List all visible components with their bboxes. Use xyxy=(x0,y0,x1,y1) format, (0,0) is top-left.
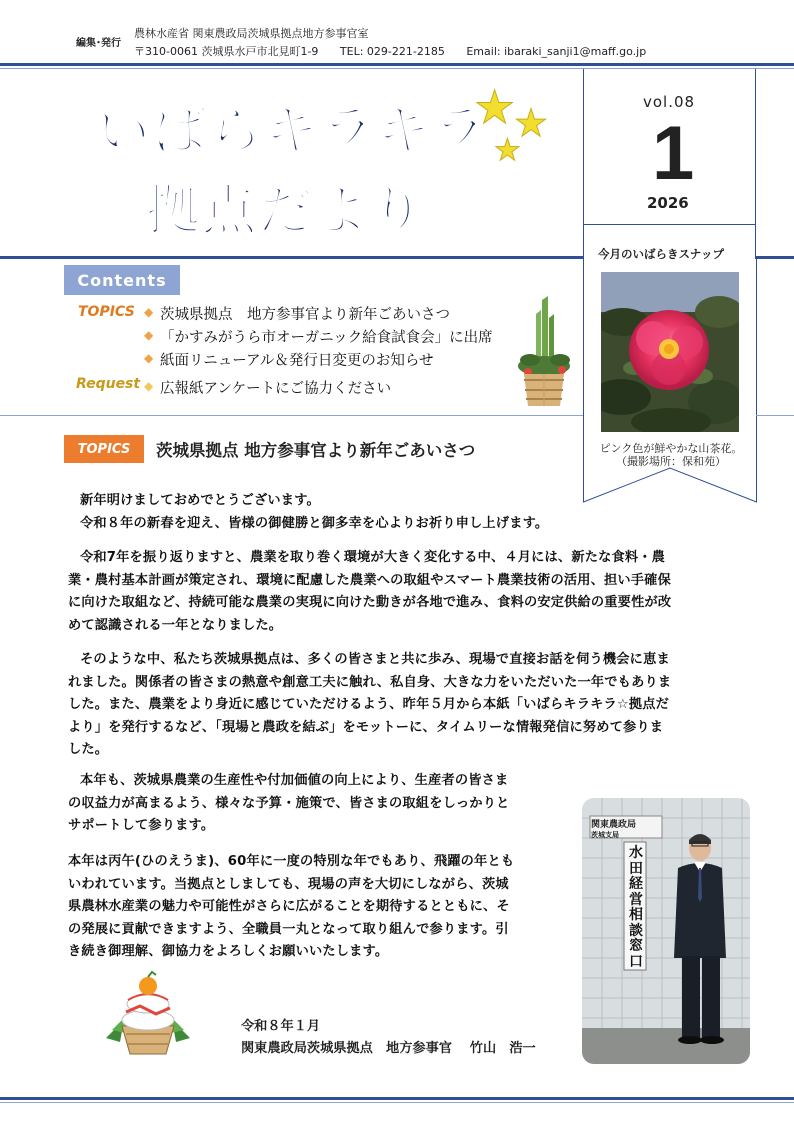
volbox-divider xyxy=(583,224,756,225)
top-rule-thin xyxy=(0,68,794,69)
snap-caption-line1: ピンク色が鮮やかな山茶花。 xyxy=(599,442,743,455)
signature-date: 令和８年１月 xyxy=(241,1019,321,1034)
volbox-right-border xyxy=(755,69,756,259)
bullet-diamond-icon: ◆ xyxy=(144,379,154,393)
article-topics-badge: TOPICS xyxy=(64,435,144,463)
issue-month: 1 xyxy=(652,111,695,196)
publisher-label: 編集･発行 xyxy=(76,38,121,49)
contents-rule-right xyxy=(756,415,794,416)
masthead-rule-right xyxy=(756,256,794,259)
snap-caption-line2: （撮影場所：保和苑） xyxy=(616,455,726,468)
paragraph-line: れました。関係者の皆さまの熱意や創意工夫に触れ、私自身、大きな力をいただいた一年でもありま xyxy=(68,674,672,690)
article-paragraph-5 xyxy=(68,851,514,964)
paragraph-line: サポートして参ります。 xyxy=(68,818,215,833)
contents-topic-1[interactable]: 茨城県拠点 地方参事官より新年ごあいさつ xyxy=(160,307,450,323)
greeting-line1: 新年明けましておめでとうございます。 xyxy=(80,493,320,508)
paragraph-line: の収益力が高まるよう、様々な予算・施策で、皆さまの取組をしっかりと xyxy=(68,795,510,811)
masthead-title-line1: いばらキラキラ xyxy=(96,99,488,162)
photo-sign-plate xyxy=(591,820,636,840)
paragraph-line: 県農林水産業の魅力や可能性がさらに広がることを期待するとともに、そ xyxy=(68,899,510,914)
kagami-mochi-illustration xyxy=(100,966,196,1058)
signature-name: 関東農政局茨城県拠点 地方参事官 竹山 浩一 xyxy=(241,1041,536,1056)
photo-sign-plate-line2: 茨城支局 xyxy=(591,831,619,839)
bottom-rule-thick xyxy=(0,1097,794,1100)
bullet-diamond-icon: ◆ xyxy=(144,328,154,342)
contents-topics-label: TOPICS xyxy=(78,304,135,320)
paragraph-line: 令和7年を振り返りますと、農業を取り巻く環境が大きく変化する中、４月には、新たな食料・農 xyxy=(80,550,666,565)
bullet-diamond-icon: ◆ xyxy=(144,305,154,319)
paragraph-line: 本年は丙午(ひのえうま)、60年に一度の特別な年でもあり、飛躍の年とも xyxy=(68,854,515,869)
paragraph-line: いわれています。当拠点としましても、現場の声を大切にしながら、茨城 xyxy=(68,876,509,892)
photo-sign-vertical: 水田経営相談窓口 xyxy=(629,845,643,970)
paragraph-line: に向けた取組など、持続可能な農業の実現に向けた動きが各地で進み、食料の安定供給の重要性が改 xyxy=(68,595,672,610)
paragraph-line: の発展に貢献できますよう、全職員一丸となって取り組んで参ります。引 xyxy=(68,921,509,937)
article-heading: 茨城県拠点 地方参事官より新年ごあいさつ xyxy=(156,441,476,460)
paragraph-line: そのような中、私たち茨城県拠点は、多くの皆さまと共に歩み、現場で直接お話を伺う機会に恵ま xyxy=(80,652,670,667)
snap-title: 今月のいばらきスナップ xyxy=(598,247,725,261)
paragraph-line: した。また、農業をより身近に感じていただけるよう、昨年５月から本紙「いばらキラキラ☆拠点だ xyxy=(68,697,670,712)
paragraph-line: 業・農村基本計画が策定され、環境に配慮した農業への取組やスマート農業技術の活用、担い手確保 xyxy=(68,572,671,588)
paragraph-line: めて認識される一年となりました。 xyxy=(68,617,283,633)
kadomatsu-illustration xyxy=(514,294,576,410)
publisher-org: 農林水産省 関東農政局茨城県拠点地方参事官室 xyxy=(134,27,369,40)
snap-photo-camellia xyxy=(601,272,739,432)
greeting-line2: 令和８年の新春を迎え、皆様の御健勝と御多幸を心よりお祈り申し上げます。 xyxy=(80,515,549,531)
publisher-tel: TEL: 029-221-2185 xyxy=(339,45,445,58)
contents-request-label: Request xyxy=(76,376,141,392)
paragraph-line: 本年も、茨城県農業の生産性や付加価値の向上により、生産者の皆さま xyxy=(80,773,509,788)
top-rule-thick xyxy=(0,63,794,66)
article-paragraph-4 xyxy=(68,770,510,838)
publisher-email: Email: ibaraki_sanji1@maff.go.jp xyxy=(466,45,647,58)
bottom-rule-thin xyxy=(0,1102,794,1103)
bullet-diamond-icon: ◆ xyxy=(144,351,154,365)
star-icon: ★ xyxy=(494,133,521,168)
star-icon: ★ xyxy=(474,80,516,134)
article-paragraph-3 xyxy=(68,649,671,762)
contents-request-1[interactable]: 広報紙アンケートにご協力ください xyxy=(160,381,392,397)
volume-number: vol.08 xyxy=(643,93,696,111)
photo-sign-plate-line1: 関東農政局 xyxy=(591,820,637,830)
masthead-title-line2: 拠点だより xyxy=(146,179,426,242)
star-icon: ★ xyxy=(514,101,549,145)
contents-topic-3[interactable]: 紙面リニューアル＆発行日変更のお知らせ xyxy=(160,353,434,369)
paragraph-line: き続き御理解、御協力をよろしくお願いいたします。 xyxy=(68,944,389,959)
publisher-contact xyxy=(134,43,664,59)
paragraph-line: した。 xyxy=(68,742,109,757)
issue-year: 2026 xyxy=(647,194,689,212)
publisher-address: 〒310-0061 茨城県水戸市北見町1-9 xyxy=(134,45,319,58)
snap-caption xyxy=(594,442,748,468)
contents-rule-left xyxy=(0,415,583,416)
contents-topic-2[interactable]: 「かすみがうら市オーガニック給食試食会」に出席 xyxy=(160,330,493,346)
article-greeting xyxy=(80,490,548,535)
paragraph-line: より」を発行するなど、「現場と農政を結ぶ」をモットーに、タイムリーな情報発信に努めて参りま xyxy=(68,719,664,735)
article-paragraph-2 xyxy=(68,547,671,637)
masthead-rule-left xyxy=(0,256,583,259)
volbox-left-border xyxy=(583,69,584,259)
contents-badge: Contents xyxy=(64,265,180,295)
